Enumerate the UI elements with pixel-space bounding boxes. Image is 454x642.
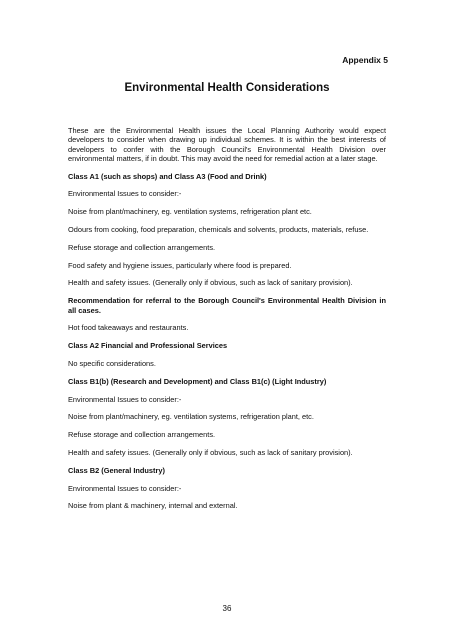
appendix-label: Appendix 5 [342,55,388,65]
section-heading: Class B2 (General Industry) [68,465,165,475]
body-paragraph: Refuse storage and collection arrangements. [68,242,216,252]
body-paragraph: Noise from plant/machinery, eg. ventilation systems, refrigeration plant etc. [68,207,312,217]
body-paragraph: Food safety and hygiene issues, particularly where food is prepared. [68,260,292,270]
section-heading: Class A2 Financial and Professional Services [68,341,228,351]
body-paragraph: Hot food takeaways and restaurants. [68,323,189,333]
section-heading: Class A1 (such as shops) and Class A3 (Food and Drink) [68,171,267,181]
document-body [68,126,386,519]
body-paragraph: Environmental Issues to consider:- [68,189,182,199]
page-number: 36 [222,604,232,613]
section-heading: Class B1(b) (Research and Development) and Class B1(c) (Light Industry) [68,376,327,386]
section-heading: Recommendation for referral to the Borough Council's Environmental Health Division in all cases. [68,296,386,315]
body-paragraph: Refuse storage and collection arrangements. [68,430,216,440]
body-paragraph: Odours from cooking, food preparation, chemicals and solvents, products, materials, refuse. [68,225,369,235]
body-paragraph: Noise from plant & machinery, internal and external. [68,501,238,511]
page-title: Environmental Health Considerations [124,82,330,94]
body-paragraph: Environmental Issues to consider:- [68,483,182,493]
body-paragraph: These are the Environmental Health issues the Local Planning Authority would expect developers to consider when drawing up individual schemes. It is within the best interests of developers to confer with the Borough Council's Environmental Health Division over environmental matters, if in doubt. This may avoid the need for remedial action at a later stage. [68,126,386,163]
body-paragraph: Health and safety issues. (Generally only if obvious, such as lack of sanitary provision). [68,447,353,457]
body-paragraph: No specific considerations. [68,358,156,368]
body-paragraph: Environmental Issues to consider:- [68,394,182,404]
body-paragraph: Noise from plant/machinery, eg. ventilation systems, refrigeration plant, etc. [68,412,314,422]
body-paragraph: Health and safety issues. (Generally only if obvious, such as lack of sanitary provision). [68,278,353,288]
